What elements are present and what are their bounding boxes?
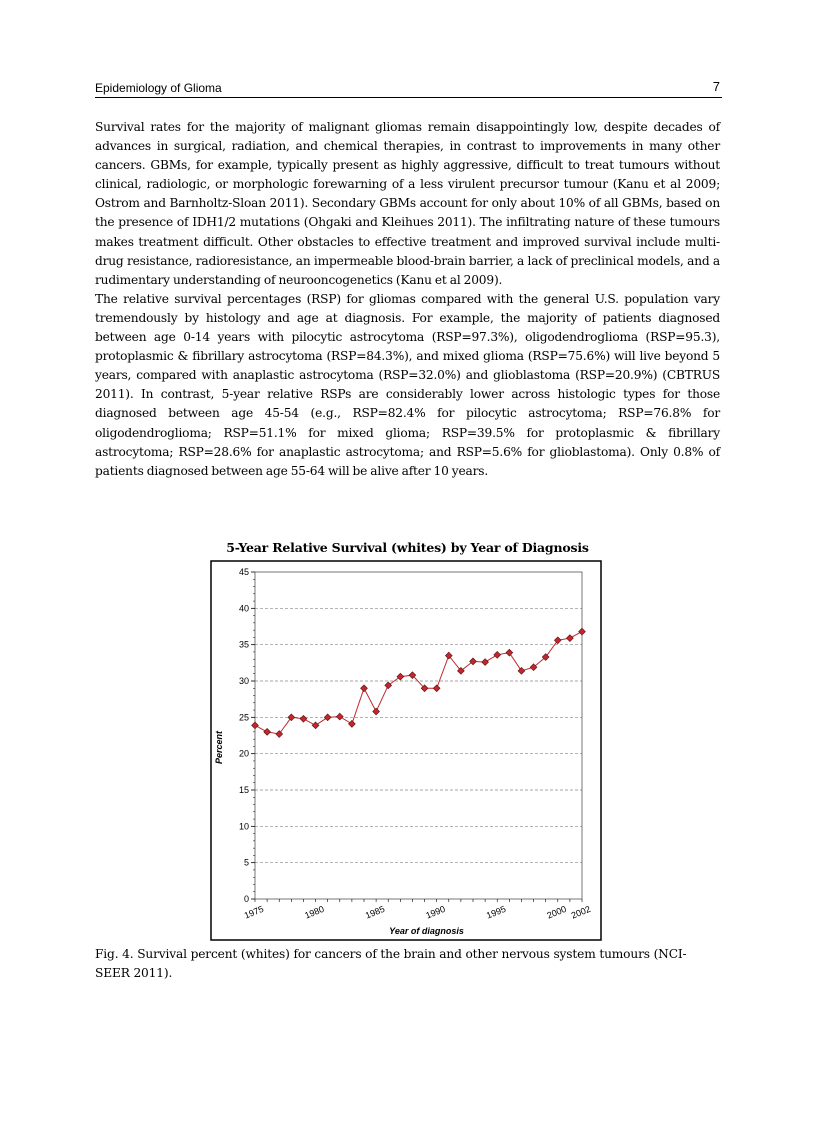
- y-tick-label: 5: [243, 857, 249, 868]
- running-title: Epidemiology of Glioma: [95, 81, 222, 95]
- y-tick-label: 25: [238, 712, 249, 723]
- x-axis-label: Year of diagnosis: [389, 926, 464, 936]
- x-tick-label: 1980: [303, 903, 326, 921]
- x-tick-label: 1995: [484, 903, 508, 921]
- x-tick-label: 1975: [242, 903, 266, 921]
- y-tick-label: 15: [238, 785, 249, 795]
- running-header: [95, 80, 722, 98]
- body-text: [95, 118, 720, 481]
- y-tick-label: 40: [238, 603, 249, 614]
- paragraph-1: Survival rates for the majority of malignant gliomas remain disappointingly low, despite decades of advances in surgical, radiation, and chemical therapies, in contrast to improvements in many other cancers. GBMs, for example, typically present as highly aggressive, difficult to treat tumours without clinical, radiologic, or morphologic forewarning of a less virulent precursor tumour (Kanu et al 2009; Ostrom and Barnholtz-Sloan 2011). Secondary GBMs account for only about 10% of all GBMs, based on the presence of IDH1/2 mutations (Ohgaki and Kleihues 2011). The infiltrating nature of these tumours makes treatment difficult. Other obstacles to effective treatment and improved survival include multi-drug resistance, radioresistance, an impermeable blood-brain barrier, a lack of preclinical models, and a rudimentary understanding of neurooncogenetics (Kanu et al 2009).: [95, 120, 720, 287]
- y-tick-label: 0: [243, 894, 249, 904]
- y-tick-label: 35: [238, 639, 249, 650]
- chart-frame: [211, 561, 601, 940]
- y-tick-label: 30: [238, 676, 249, 686]
- y-tick-label: 20: [238, 748, 249, 759]
- x-tick-label: 2002: [569, 903, 593, 921]
- y-tick-label: 10: [238, 821, 249, 832]
- figure-caption: Fig. 4. Survival percent (whites) for cancers of the brain and other nervous system tumours (NCI-SEER 2011).: [95, 947, 687, 980]
- x-tick-label: 1985: [363, 903, 387, 921]
- page-number: 7: [712, 79, 720, 94]
- x-tick-label: 1990: [424, 903, 447, 921]
- paragraph-2: The relative survival percentages (RSP) for gliomas compared with the general U.S. population vary tremendously by histology and age at diagnosis. For example, the majority of patients diagnosed between age 0-14 years with pilocytic astrocytoma (RSP=97.3%), oligodendroglioma (RSP=95.3), protoplasmic & fibrillary astrocytoma (RSP=84.3%), and mixed glioma (RSP=75.6%) will live beyond 5 years, compared with anaplastic astrocytoma (RSP=32.0%) and glioblastoma (RSP=20.9%) (CBTRUS 2011). In contrast, 5-year relative RSPs are considerably lower across histologic types for those diagnosed between age 45-54 (e.g., RSP=82.4% for pilocytic astrocytoma; RSP=76.8% for oligodendroglioma; RSP=51.1% for mixed glioma; RSP=39.5% for protoplasmic & fibrillary astrocytoma; RSP=28.6% for anaplastic astrocytoma; and RSP=5.6% for glioblastoma). Only 0.8% of patients diagnosed between age 55-64 will be alive after 10 years.: [95, 291, 720, 478]
- y-tick-label: 45: [238, 567, 249, 577]
- chart-title: 5-Year Relative Survival (whites) by Year of Diagnosis: [226, 540, 589, 555]
- survival-line-chart: [210, 560, 603, 942]
- y-axis-label: Percent: [214, 730, 224, 765]
- x-tick-label: 2000: [545, 903, 568, 921]
